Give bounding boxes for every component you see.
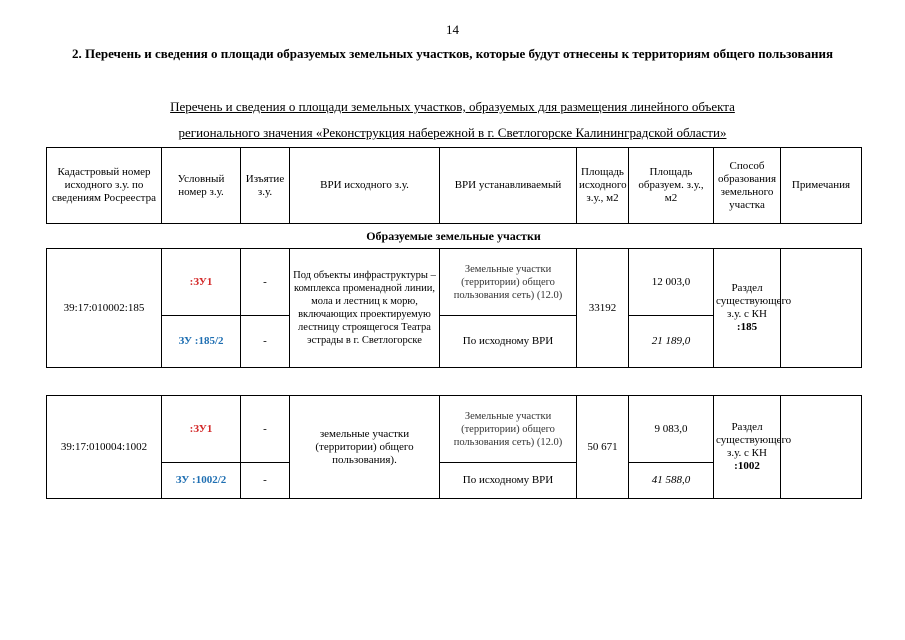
col-header-new-vri: ВРИ устанавливаемый: [440, 148, 577, 224]
conditional-number: ЗУ :1002/2: [162, 463, 241, 499]
formation-method-text: Раздел существующего з.у. с КН: [716, 282, 792, 320]
section-title: Образуемые земельные участки: [366, 229, 541, 243]
new-vri: Земельные участки (территории) общего пользования сеть) (12.0): [440, 249, 577, 316]
new-vri: Земельные участки (территории) общего пользования сеть) (12.0): [440, 396, 577, 463]
new-area: 12 003,0: [629, 249, 714, 316]
formation-method: [714, 249, 792, 368]
col-header-source-vri: ВРИ исходного з.у.: [290, 148, 440, 224]
header-table: [46, 147, 862, 224]
formation-method: [714, 396, 792, 499]
seizure-value: -: [241, 249, 290, 316]
cadastral-number: 39:17:010002:185: [47, 249, 162, 368]
source-area: 50 671: [577, 396, 629, 499]
new-vri: По исходному ВРИ: [440, 463, 577, 499]
parcel-table-185: [46, 248, 862, 368]
notes: [781, 396, 862, 499]
parcel-table-1002: [46, 395, 862, 499]
source-vri: земельные участки (территории) общего пользования).: [290, 396, 440, 499]
table-subtitle-line2: регионального значения «Реконструкция набережной в г. Светлогорске Калининградской области»: [178, 125, 727, 140]
section-heading: 2. Перечень и сведения о площади образуемых земельных участков, которые будут отнесены к территориям общего пользования: [71, 46, 834, 61]
col-header-conditional-number: Условный номер з.у.: [162, 148, 241, 224]
new-vri: По исходному ВРИ: [440, 316, 577, 368]
new-area: 9 083,0: [629, 396, 714, 463]
seizure-value: -: [241, 316, 290, 368]
col-header-source-area: Площадь исходного з.у., м2: [577, 148, 629, 224]
conditional-number: :ЗУ1: [162, 396, 241, 463]
cadastral-number: 39:17:010004:1002: [47, 396, 162, 499]
source-vri: Под объекты инфраструктуры – комплекса променадной линии, мола и лестниц к морю, включающих проектируемую лестницу строящегося Театра эстрады в г. Светлогорске: [290, 249, 440, 368]
formation-method-kn: :1002: [734, 460, 760, 472]
notes: [781, 249, 862, 368]
source-area: 33192: [577, 249, 629, 368]
seizure-value: -: [241, 396, 290, 463]
conditional-number: ЗУ :185/2: [162, 316, 241, 368]
seizure-value: -: [241, 463, 290, 499]
conditional-number: :ЗУ1: [162, 249, 241, 316]
table-subtitle-line1: Перечень и сведения о площади земельных участков, образуемых для размещения линейного объекта: [170, 99, 735, 114]
new-area: 41 588,0: [629, 463, 714, 499]
formation-method-kn: :185: [736, 321, 758, 333]
page-number: 14: [446, 22, 459, 37]
col-header-notes: Примечания: [781, 148, 862, 224]
col-header-cadastral: Кадастровый номер исходного з.у. по сведениям Росреестра: [47, 148, 162, 224]
formation-method-text: Раздел существующего з.у. с КН: [716, 421, 792, 459]
col-header-new-area: Площадь образуем. з.у., м2: [629, 148, 714, 224]
col-header-method: Способ образования земельного участка: [714, 148, 781, 224]
new-area: 21 189,0: [629, 316, 714, 368]
col-header-seizure: Изъятие з.у.: [241, 148, 290, 224]
